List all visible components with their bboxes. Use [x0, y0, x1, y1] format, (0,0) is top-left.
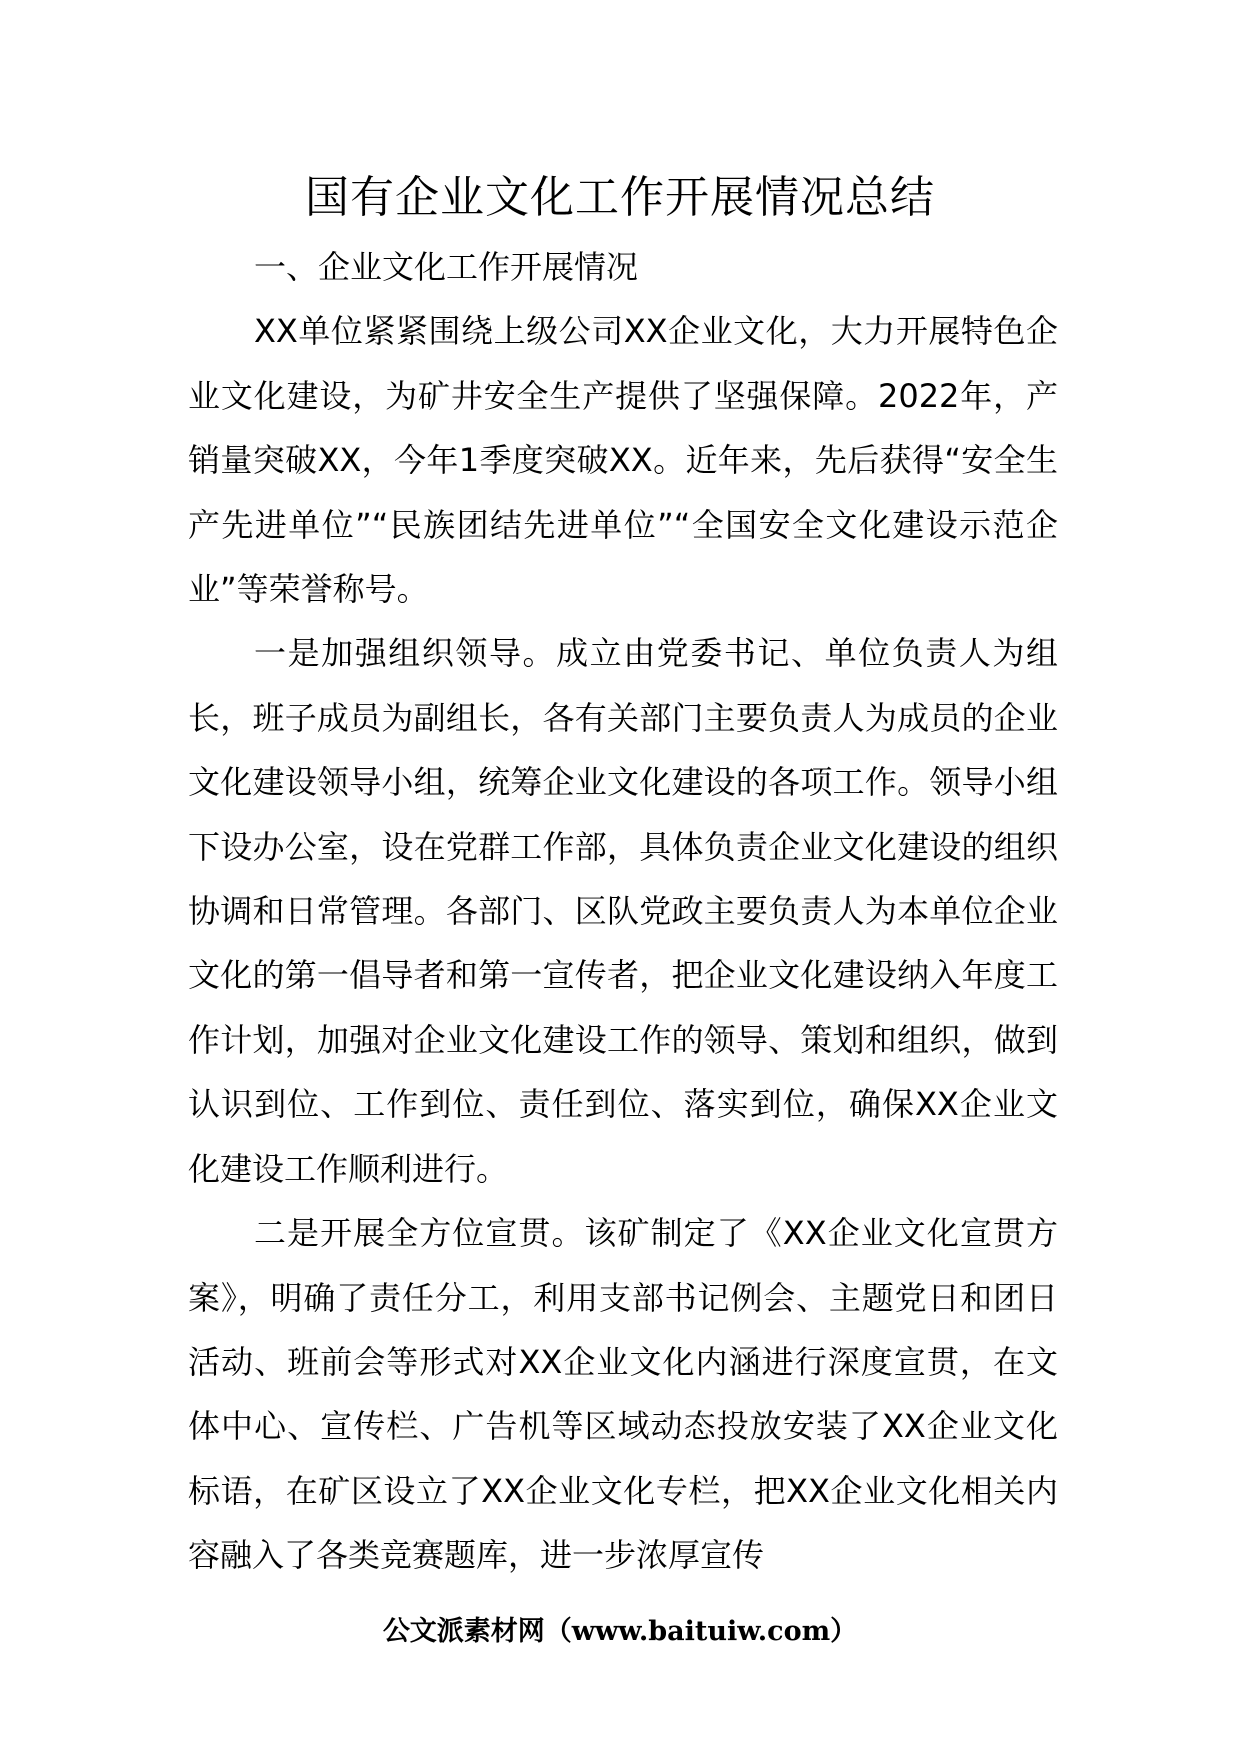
- document-title: 国有企业文化工作开展情况总结: [305, 172, 935, 223]
- footer-watermark: 公文派素材网（www.baituiw.com）: [382, 1616, 858, 1647]
- paragraph-publicity: 二是开展全方位宣贯。该矿制定了《XX企业文化宣贯方案》，明确了责任分工，利用支部书记例会、主题党日和团日活动、班前会等形式对XX企业文化内涵进行深度宣贯，在文体中心、宣传栏、广告机等区域动态投放安装了XX企业文化标语，在矿区设立了XX企业文化专栏，把XX企业文化相关内容融入了各类竞赛题库，进一步浓厚宣传: [188, 1214, 1058, 1575]
- document-body: [188, 235, 1058, 1588]
- paragraph-organization: 一是加强组织领导。成立由党委书记、单位负责人为组长，班子成员为副组长，各有关部门主要负责人为成员的企业文化建设领导小组，统筹企业文化建设的各项工作。领导小组下设办公室，设在党群工作部，具体负责企业文化建设的组织协调和日常管理。各部门、区队党政主要负责人为本单位企业文化的第一倡导者和第一宣传者，把企业文化建设纳入年度工作计划，加强对企业文化建设工作的领导、策划和组织，做到认识到位、工作到位、责任到位、落实到位，确保XX企业文化建设工作顺利进行。: [188, 634, 1058, 1188]
- section-heading: 一、企业文化工作开展情况: [254, 248, 639, 286]
- paragraph-intro: XX单位紧紧围绕上级公司XX企业文化，大力开展特色企业文化建设，为矿井安全生产提供了坚强保障。2022年，产销量突破XX，今年1季度突破XX。近年来，先后获得“安全生产先进单位”“民族团结先进单位”“全国安全文化建设示范企业”等荣誉称号。: [188, 312, 1058, 609]
